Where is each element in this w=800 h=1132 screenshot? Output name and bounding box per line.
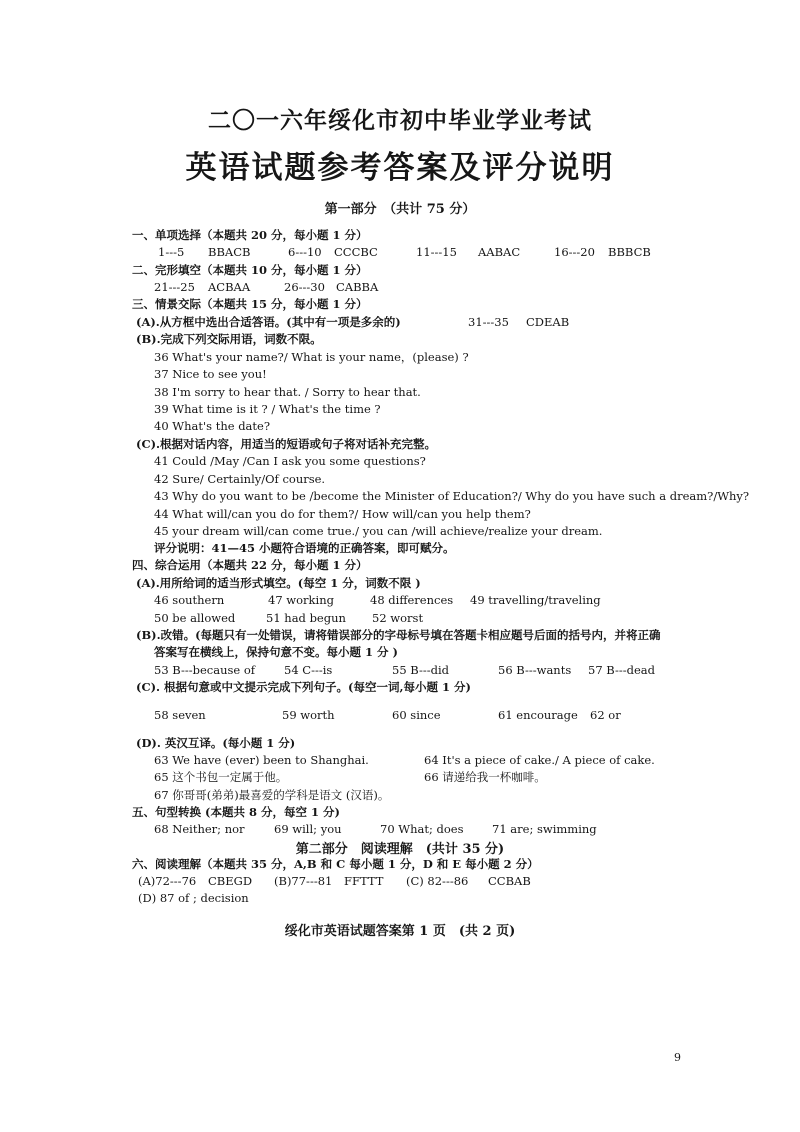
answer-item: 59 worth (282, 708, 335, 722)
part-two-heading: 第二部分 阅读理解 (共计 35 分) (295, 842, 505, 857)
answer-item: CBEGD (208, 874, 253, 888)
answer-item: 56 B---wants (498, 663, 572, 677)
section-4-heading: 四、综合运用（本题共 22 分，每小题 1 分） (132, 558, 368, 572)
answer-item: 48 differences (370, 593, 454, 607)
section-4a-heading: (A).用所给词的适当形式填空。(每空 1 分，词数不限 ) (136, 576, 421, 590)
section-1-answer: 16---20 (554, 245, 595, 259)
section-5-heading: 五、句型转换 (本题共 8 分，每空 1 分) (132, 805, 340, 819)
answer-item: 71 are; swimming (492, 822, 597, 836)
answer-item: 60 since (392, 708, 441, 722)
section-1-answer: 6---10 (288, 245, 322, 259)
exam-title: 二〇一六年绥化市初中毕业学业考试 (208, 107, 592, 134)
answer-item: 52 worst (372, 611, 424, 625)
section-2-answer: ACBAA (208, 280, 251, 294)
answer-line: 44 What will/can you do for them?/ How will/can you help them? (154, 507, 531, 521)
answer-item: 54 C---is (284, 663, 333, 677)
scoring-note: 评分说明：41—45 小题符合语境的正确答案，即可赋分。 (154, 541, 455, 555)
section-1-answer: AABAC (478, 245, 521, 259)
answer-line: 38 I'm sorry to hear that. / Sorry to hear that. (154, 385, 421, 399)
page-number: 9 (674, 1051, 681, 1064)
answer-line: 36 What's your name?/ What is your name，(please) ? (154, 350, 469, 364)
answer-line: 41 Could /May /Can I ask you some questions? (154, 454, 426, 468)
answer-line: 45 your dream will/can come true./ you can /will achieve/realize your dream. (154, 524, 603, 538)
section-4c-heading: (C). 根据句意或中文提示完成下列句子。(每空一词,每小题 1 分) (136, 680, 471, 694)
answer-item: CCBAB (488, 874, 531, 888)
answer-item: (C) 82---86 (406, 874, 469, 888)
document-subtitle: 英语试题参考答案及评分说明 (185, 150, 615, 186)
answer-item: (A)72---76 (138, 874, 197, 888)
answer-item: 49 travelling/traveling (470, 593, 601, 607)
answer-item: (B)77---81 (274, 874, 333, 888)
answer-line: 64 It's a piece of cake./ A piece of cake. (424, 753, 655, 767)
answer-line: 63 We have (ever) been to Shanghai. (154, 753, 369, 767)
answer-item: 53 B---because of (154, 663, 256, 677)
answer-line: 67 你哥哥(弟弟)最喜爱的学科是语文 (汉语)。 (154, 788, 390, 802)
answer-line: 37 Nice to see you! (154, 367, 267, 381)
section-3a-answer: CDEAB (526, 315, 570, 329)
answer-item: 70 What; does (380, 822, 464, 836)
answer-item: 50 be allowed (154, 611, 236, 625)
section-4b-heading: (B).改错。(每题只有一处错误，请将错误部分的字母标号填在答题卡相应题号后面的括号内，并将正确 (136, 628, 661, 642)
answer-item: 47 working (268, 593, 334, 607)
section-4b-heading-cont: 答案写在横线上，保持句意不变。每小题 1 分 ) (154, 645, 398, 659)
answer-line: 40 What's the date? (154, 419, 271, 433)
page-footer: 绥化市英语试题答案第 1 页 (共 2 页) (284, 924, 516, 939)
section-1-answer: CCCBC (334, 245, 378, 259)
part-one-heading: 第一部分 （共计 75 分） (324, 202, 476, 217)
answer-item: 57 B---dead (588, 663, 655, 677)
section-6-heading: 六、阅读理解（本题共 35 分，A,B 和 C 每小题 1 分，D 和 E 每小题 2 分） (132, 857, 539, 871)
section-1-answer: 1---5 (158, 245, 185, 259)
section-2-heading: 二、完形填空（本题共 10 分，每小题 1 分） (132, 263, 368, 277)
answer-line: 66 请递给我一杯咖啡。 (424, 770, 546, 784)
answer-line: 65 这个书包一定属于他。 (154, 770, 288, 784)
answer-line: 43 Why do you want to be /become the Minister of Education?/ Why do you have such a dream?/Why? (154, 489, 750, 503)
answer-line: 42 Sure/ Certainly/Of course. (154, 472, 326, 486)
answer-item: 68 Neither; nor (154, 822, 245, 836)
answer-item: (D) 87 of ; decision (138, 891, 249, 905)
answer-item: 51 had begun (266, 611, 346, 625)
section-1-heading: 一、单项选择（本题共 20 分，每小题 1 分） (132, 228, 368, 242)
section-2-answer: CABBA (336, 280, 379, 294)
answer-item: FFTTT (344, 874, 384, 888)
section-3-heading: 三、情景交际（本题共 15 分，每小题 1 分） (132, 297, 368, 311)
section-3a-heading: (A).从方框中选出合适答语。(其中有一项是多余的) (136, 315, 401, 329)
answer-item: 55 B---did (392, 663, 450, 677)
section-4d-heading: (D). 英汉互译。(每小题 1 分) (136, 736, 296, 750)
answer-item: 61 encourage (498, 708, 578, 722)
section-1-answer: 11---15 (416, 245, 457, 259)
answer-item: 62 or (590, 708, 621, 722)
answer-line: 39 What time is it ? / What's the time ? (154, 402, 381, 416)
answer-item: 46 southern (154, 593, 225, 607)
section-3b-heading: (B).完成下列交际用语，词数不限。 (136, 332, 322, 346)
answer-item: 58 seven (154, 708, 206, 722)
section-1-answer: BBACB (208, 245, 251, 259)
section-3c-heading: (C).根据对话内容，用适当的短语或句子将对话补充完整。 (136, 437, 437, 451)
answer-item: 69 will; you (274, 822, 342, 836)
section-3a-range: 31---35 (468, 315, 509, 329)
section-2-answer: 21---25 (154, 280, 195, 294)
section-2-answer: 26---30 (284, 280, 325, 294)
section-1-answer: BBBCB (608, 245, 651, 259)
